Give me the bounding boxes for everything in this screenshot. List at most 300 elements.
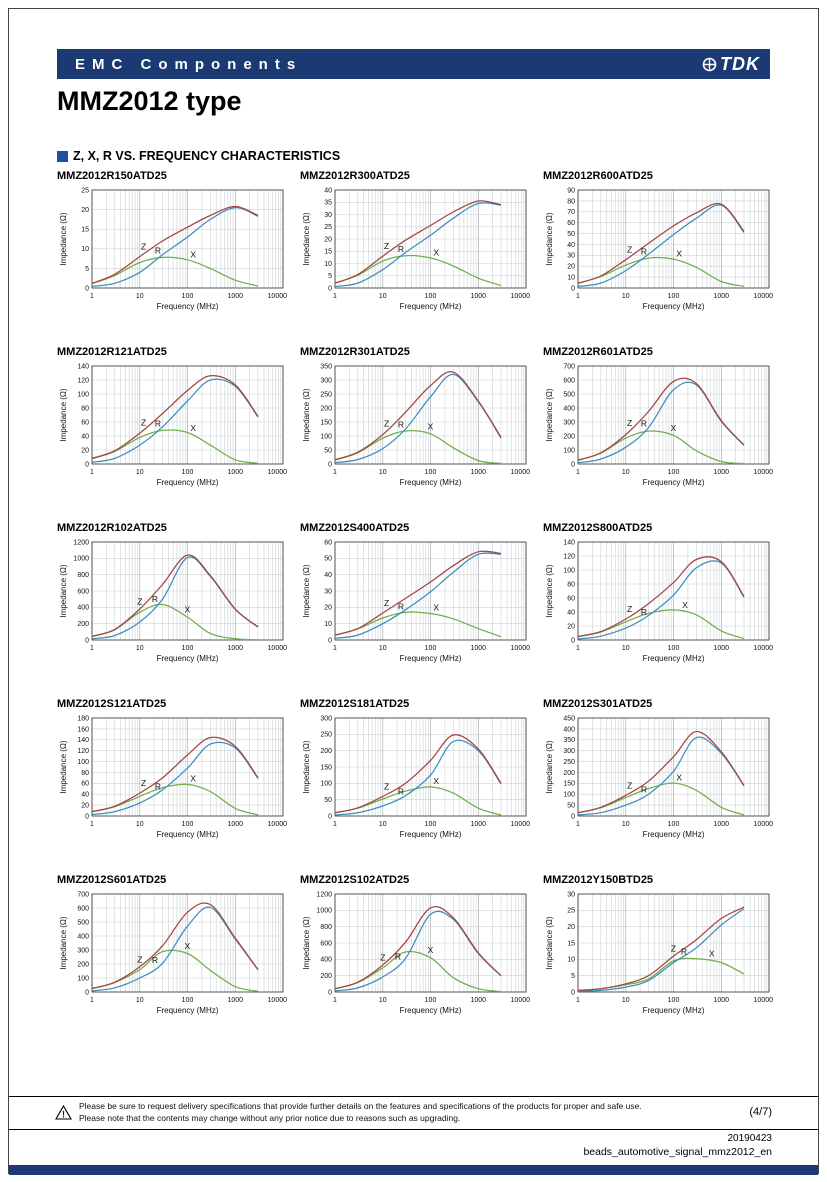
svg-text:1: 1 bbox=[333, 293, 337, 300]
chart-block bbox=[543, 170, 776, 329]
svg-text:Z: Z bbox=[137, 596, 143, 607]
x-axis-label: Frequency (MHz) bbox=[156, 830, 219, 839]
svg-text:100: 100 bbox=[181, 645, 194, 652]
svg-text:300: 300 bbox=[77, 947, 89, 955]
chart-figure bbox=[543, 183, 776, 329]
svg-text:1: 1 bbox=[576, 645, 580, 652]
svg-text:10000: 10000 bbox=[510, 469, 530, 476]
svg-text:600: 600 bbox=[320, 940, 332, 948]
chart-figure bbox=[543, 359, 776, 505]
svg-text:180: 180 bbox=[77, 715, 89, 723]
svg-text:10: 10 bbox=[324, 260, 332, 268]
chart-block bbox=[57, 698, 290, 857]
x-axis-label: Frequency (MHz) bbox=[399, 830, 462, 839]
chart-block bbox=[543, 698, 776, 857]
svg-text:0: 0 bbox=[85, 461, 89, 469]
svg-text:40: 40 bbox=[324, 572, 332, 580]
svg-text:X: X bbox=[190, 773, 197, 784]
svg-text:100: 100 bbox=[181, 293, 194, 300]
chart-title: MMZ2012S400ATD25 bbox=[300, 522, 410, 534]
svg-text:400: 400 bbox=[563, 405, 575, 413]
svg-text:250: 250 bbox=[320, 731, 332, 739]
svg-text:1000: 1000 bbox=[316, 907, 332, 915]
svg-text:10: 10 bbox=[621, 293, 630, 300]
svg-text:120: 120 bbox=[77, 377, 89, 385]
svg-text:0: 0 bbox=[328, 285, 332, 293]
svg-text:200: 200 bbox=[77, 621, 89, 629]
svg-text:140: 140 bbox=[77, 363, 89, 371]
svg-text:500: 500 bbox=[563, 391, 575, 399]
svg-text:R: R bbox=[680, 946, 688, 957]
svg-text:350: 350 bbox=[320, 363, 332, 371]
svg-text:400: 400 bbox=[77, 604, 89, 612]
svg-text:10000: 10000 bbox=[510, 645, 530, 652]
chart-block bbox=[543, 874, 776, 1033]
svg-text:40: 40 bbox=[567, 241, 575, 249]
chart-block bbox=[543, 346, 776, 505]
header-band bbox=[57, 49, 770, 79]
x-axis-label: Frequency (MHz) bbox=[399, 654, 462, 663]
y-axis-label: Impedance (Ω) bbox=[545, 740, 554, 794]
svg-text:200: 200 bbox=[320, 973, 332, 981]
impedance-chart bbox=[300, 183, 532, 324]
svg-text:0: 0 bbox=[85, 285, 89, 293]
x-axis-label: Frequency (MHz) bbox=[156, 302, 219, 311]
svg-text:R: R bbox=[397, 786, 404, 797]
svg-text:20: 20 bbox=[81, 447, 89, 455]
svg-text:1000: 1000 bbox=[227, 821, 244, 828]
svg-text:600: 600 bbox=[77, 588, 89, 596]
svg-text:90: 90 bbox=[567, 187, 575, 195]
svg-text:150: 150 bbox=[320, 764, 332, 772]
impedance-chart bbox=[300, 359, 532, 500]
svg-text:0: 0 bbox=[571, 637, 575, 645]
page-title: MMZ2012 type bbox=[57, 86, 242, 116]
svg-text:0: 0 bbox=[85, 813, 89, 821]
tdk-logo-mark bbox=[702, 57, 717, 72]
svg-text:400: 400 bbox=[77, 933, 89, 941]
svg-text:35: 35 bbox=[324, 199, 332, 207]
svg-text:R: R bbox=[640, 784, 647, 795]
section-heading bbox=[57, 149, 340, 163]
chart-title: MMZ2012S301ATD25 bbox=[543, 698, 653, 710]
svg-text:20: 20 bbox=[567, 263, 575, 271]
impedance-chart bbox=[57, 711, 289, 852]
chart-figure bbox=[300, 183, 533, 329]
impedance-chart bbox=[57, 183, 289, 324]
svg-text:R: R bbox=[397, 244, 404, 255]
impedance-chart bbox=[300, 887, 532, 1028]
svg-text:100: 100 bbox=[77, 759, 89, 766]
svg-text:15: 15 bbox=[81, 226, 89, 234]
svg-text:800: 800 bbox=[320, 924, 332, 932]
chart-block bbox=[300, 522, 533, 681]
svg-text:80: 80 bbox=[567, 581, 575, 589]
svg-text:120: 120 bbox=[77, 748, 89, 756]
svg-text:10000: 10000 bbox=[267, 293, 287, 300]
svg-text:10: 10 bbox=[567, 956, 575, 964]
section-heading-label: Z, X, R VS. FREQUENCY CHARACTERISTICS bbox=[73, 149, 341, 163]
chart-block bbox=[57, 522, 290, 681]
chart-block bbox=[57, 346, 290, 505]
svg-text:10: 10 bbox=[621, 997, 630, 1004]
svg-text:100: 100 bbox=[667, 997, 680, 1004]
svg-text:1000: 1000 bbox=[713, 293, 730, 300]
svg-text:200: 200 bbox=[563, 769, 575, 777]
svg-text:25: 25 bbox=[567, 907, 575, 915]
footer-notice bbox=[79, 1100, 742, 1125]
svg-text:1000: 1000 bbox=[227, 645, 244, 652]
svg-text:700: 700 bbox=[77, 891, 89, 899]
svg-text:100: 100 bbox=[424, 293, 437, 300]
y-axis-label: Impedance (Ω) bbox=[302, 212, 311, 266]
svg-text:10: 10 bbox=[378, 469, 387, 476]
svg-text:1: 1 bbox=[90, 997, 94, 1004]
svg-text:300: 300 bbox=[563, 419, 575, 427]
impedance-chart bbox=[57, 535, 289, 676]
svg-text:10000: 10000 bbox=[510, 821, 530, 828]
svg-text:10: 10 bbox=[378, 821, 387, 828]
svg-text:X: X bbox=[184, 941, 191, 951]
svg-text:1: 1 bbox=[90, 293, 94, 300]
svg-text:300: 300 bbox=[320, 377, 332, 385]
x-axis-label: Frequency (MHz) bbox=[642, 478, 705, 487]
footer-notice-line1: Please be sure to request delivery specifications that provide further details on the features and specifications of the products for proper and safe use. bbox=[79, 1101, 642, 1111]
svg-text:R: R bbox=[640, 606, 647, 617]
svg-text:Z: Z bbox=[140, 241, 147, 252]
impedance-chart bbox=[543, 887, 775, 1028]
chart-title: MMZ2012R300ATD25 bbox=[300, 170, 410, 182]
svg-text:400: 400 bbox=[320, 956, 332, 964]
svg-text:10000: 10000 bbox=[267, 469, 287, 476]
svg-text:1: 1 bbox=[90, 645, 94, 652]
warning-icon bbox=[55, 1105, 72, 1120]
chart-figure bbox=[57, 359, 290, 505]
svg-text:300: 300 bbox=[320, 715, 332, 723]
svg-text:R: R bbox=[154, 418, 161, 429]
svg-text:10: 10 bbox=[378, 293, 387, 300]
svg-text:40: 40 bbox=[567, 609, 575, 617]
svg-text:R: R bbox=[151, 954, 159, 965]
svg-text:25: 25 bbox=[324, 224, 332, 232]
svg-text:600: 600 bbox=[563, 377, 575, 385]
svg-text:100: 100 bbox=[563, 567, 575, 575]
y-axis-label: Impedance (Ω) bbox=[302, 564, 311, 618]
x-axis-label: Frequency (MHz) bbox=[399, 1006, 462, 1015]
svg-text:1: 1 bbox=[90, 821, 94, 828]
svg-text:1000: 1000 bbox=[470, 997, 487, 1004]
svg-text:1000: 1000 bbox=[713, 645, 730, 652]
y-axis-label: Impedance (Ω) bbox=[545, 212, 554, 266]
svg-text:10000: 10000 bbox=[753, 997, 773, 1004]
svg-text:30: 30 bbox=[567, 252, 575, 260]
chart-title: MMZ2012S601ATD25 bbox=[57, 874, 167, 886]
svg-text:100: 100 bbox=[320, 780, 332, 788]
chart-figure bbox=[300, 359, 533, 505]
y-axis-label: Impedance (Ω) bbox=[59, 564, 68, 618]
svg-text:10: 10 bbox=[135, 293, 144, 300]
svg-text:120: 120 bbox=[563, 553, 575, 561]
chart-title: MMZ2012S800ATD25 bbox=[543, 522, 653, 534]
svg-text:0: 0 bbox=[328, 461, 332, 469]
svg-text:100: 100 bbox=[424, 821, 437, 828]
svg-text:100: 100 bbox=[667, 293, 680, 300]
svg-text:160: 160 bbox=[77, 726, 89, 734]
svg-text:100: 100 bbox=[563, 791, 575, 799]
svg-text:1: 1 bbox=[333, 997, 337, 1004]
svg-text:10: 10 bbox=[324, 621, 332, 629]
svg-text:800: 800 bbox=[77, 572, 89, 580]
svg-text:1000: 1000 bbox=[470, 293, 487, 300]
svg-text:20: 20 bbox=[81, 207, 89, 214]
chart-title: MMZ2012R601ATD25 bbox=[543, 346, 653, 358]
svg-text:10: 10 bbox=[378, 997, 387, 1004]
svg-text:R: R bbox=[154, 781, 161, 792]
svg-text:15: 15 bbox=[567, 940, 575, 948]
svg-text:100: 100 bbox=[320, 433, 332, 441]
svg-text:10000: 10000 bbox=[753, 645, 773, 652]
svg-text:100: 100 bbox=[181, 821, 194, 828]
svg-text:10: 10 bbox=[135, 469, 144, 476]
svg-text:100: 100 bbox=[667, 821, 680, 828]
svg-text:1000: 1000 bbox=[227, 469, 244, 476]
svg-text:1: 1 bbox=[333, 821, 337, 828]
svg-text:40: 40 bbox=[81, 433, 89, 441]
svg-text:0: 0 bbox=[571, 461, 575, 469]
x-axis-label: Frequency (MHz) bbox=[399, 302, 462, 311]
chart-figure bbox=[57, 183, 290, 329]
x-axis-label: Frequency (MHz) bbox=[642, 1006, 705, 1015]
svg-text:150: 150 bbox=[320, 419, 332, 427]
svg-text:20: 20 bbox=[81, 802, 89, 810]
svg-text:500: 500 bbox=[77, 919, 89, 927]
svg-text:1000: 1000 bbox=[470, 645, 487, 652]
svg-text:1200: 1200 bbox=[73, 539, 89, 547]
svg-text:100: 100 bbox=[77, 391, 89, 399]
svg-text:X: X bbox=[190, 249, 197, 260]
chart-figure bbox=[300, 535, 533, 681]
chart-figure bbox=[543, 711, 776, 857]
svg-text:10000: 10000 bbox=[753, 469, 773, 476]
svg-text:0: 0 bbox=[328, 989, 332, 997]
svg-text:100: 100 bbox=[181, 469, 194, 476]
chart-block bbox=[300, 874, 533, 1033]
svg-text:200: 200 bbox=[320, 748, 332, 756]
svg-text:5: 5 bbox=[85, 265, 89, 273]
svg-text:X: X bbox=[676, 772, 683, 783]
svg-text:Z: Z bbox=[383, 598, 390, 609]
svg-text:1: 1 bbox=[333, 645, 337, 652]
svg-text:R: R bbox=[151, 594, 159, 605]
svg-text:!: ! bbox=[62, 1109, 65, 1120]
impedance-chart bbox=[300, 711, 532, 852]
svg-text:200: 200 bbox=[320, 405, 332, 413]
svg-text:R: R bbox=[397, 601, 404, 612]
svg-text:60: 60 bbox=[81, 780, 89, 788]
impedance-chart bbox=[57, 887, 289, 1028]
svg-text:X: X bbox=[433, 776, 440, 786]
svg-text:Z: Z bbox=[626, 603, 633, 614]
chart-figure bbox=[57, 887, 290, 1033]
svg-text:0: 0 bbox=[571, 285, 575, 293]
svg-text:10000: 10000 bbox=[753, 293, 773, 300]
svg-text:1: 1 bbox=[90, 469, 94, 476]
svg-text:R: R bbox=[640, 418, 647, 429]
chart-title: MMZ2012R102ATD25 bbox=[57, 522, 167, 534]
svg-text:1000: 1000 bbox=[227, 293, 244, 300]
x-axis-label: Frequency (MHz) bbox=[642, 302, 705, 311]
svg-text:Z: Z bbox=[383, 781, 390, 792]
svg-text:Z: Z bbox=[137, 954, 143, 965]
svg-text:60: 60 bbox=[81, 419, 89, 427]
svg-text:100: 100 bbox=[424, 469, 437, 476]
chart-figure bbox=[57, 535, 290, 681]
doc-id: beads_automotive_signal_mmz2012_en bbox=[583, 1145, 772, 1158]
svg-text:1200: 1200 bbox=[316, 891, 332, 899]
svg-text:10000: 10000 bbox=[267, 821, 287, 828]
x-axis-label: Frequency (MHz) bbox=[642, 830, 705, 839]
y-axis-label: Impedance (Ω) bbox=[59, 212, 68, 266]
impedance-chart bbox=[543, 183, 775, 324]
emc-components-label: EMC Components bbox=[75, 55, 303, 73]
svg-text:400: 400 bbox=[563, 726, 575, 734]
svg-text:10000: 10000 bbox=[510, 997, 530, 1004]
svg-text:X: X bbox=[190, 423, 197, 434]
svg-text:80: 80 bbox=[81, 769, 89, 777]
svg-text:1: 1 bbox=[576, 997, 580, 1004]
svg-text:50: 50 bbox=[324, 555, 332, 563]
svg-text:50: 50 bbox=[324, 797, 332, 805]
svg-text:10000: 10000 bbox=[267, 997, 287, 1004]
svg-text:0: 0 bbox=[571, 989, 575, 997]
chart-figure bbox=[300, 887, 533, 1033]
svg-text:70: 70 bbox=[567, 209, 575, 217]
chart-block bbox=[57, 170, 290, 329]
svg-text:0: 0 bbox=[328, 813, 332, 821]
svg-text:80: 80 bbox=[567, 198, 575, 206]
y-axis-label: Impedance (Ω) bbox=[302, 916, 311, 970]
svg-text:350: 350 bbox=[563, 737, 575, 745]
svg-text:15: 15 bbox=[324, 248, 332, 256]
impedance-chart bbox=[300, 535, 532, 676]
svg-text:100: 100 bbox=[667, 469, 680, 476]
chart-block bbox=[57, 874, 290, 1033]
svg-text:10: 10 bbox=[621, 821, 630, 828]
svg-text:Z: Z bbox=[626, 780, 633, 791]
x-axis-label: Frequency (MHz) bbox=[642, 654, 705, 663]
bottom-bar bbox=[9, 1165, 818, 1175]
svg-text:20: 20 bbox=[567, 924, 575, 932]
svg-text:X: X bbox=[184, 604, 191, 615]
svg-text:X: X bbox=[433, 247, 440, 258]
chart-block bbox=[300, 346, 533, 505]
impedance-chart bbox=[543, 535, 775, 676]
chart-figure bbox=[543, 535, 776, 681]
svg-text:X: X bbox=[670, 422, 677, 433]
svg-text:40: 40 bbox=[81, 791, 89, 799]
svg-text:50: 50 bbox=[567, 802, 575, 810]
chart-title: MMZ2012R301ATD25 bbox=[300, 346, 410, 358]
section-bullet-icon bbox=[57, 151, 68, 162]
svg-text:R: R bbox=[154, 245, 161, 256]
svg-text:700: 700 bbox=[563, 363, 575, 371]
impedance-chart bbox=[543, 711, 775, 852]
svg-text:R: R bbox=[394, 951, 402, 962]
svg-text:10: 10 bbox=[81, 246, 89, 254]
svg-text:450: 450 bbox=[563, 715, 575, 723]
chart-block bbox=[300, 170, 533, 329]
svg-text:60: 60 bbox=[567, 595, 575, 603]
svg-text:80: 80 bbox=[81, 405, 89, 413]
svg-text:10: 10 bbox=[567, 274, 575, 282]
svg-text:0: 0 bbox=[85, 637, 89, 645]
svg-text:5: 5 bbox=[328, 273, 332, 281]
svg-text:Z: Z bbox=[626, 244, 633, 255]
svg-text:200: 200 bbox=[563, 433, 575, 441]
svg-text:10: 10 bbox=[135, 645, 144, 652]
svg-text:250: 250 bbox=[320, 391, 332, 399]
chart-block bbox=[543, 522, 776, 681]
svg-text:30: 30 bbox=[324, 588, 332, 596]
svg-text:10000: 10000 bbox=[267, 645, 287, 652]
svg-text:X: X bbox=[433, 602, 440, 613]
svg-text:1000: 1000 bbox=[713, 997, 730, 1004]
svg-text:100: 100 bbox=[77, 975, 89, 983]
impedance-chart bbox=[57, 359, 289, 500]
page-number: (4/7) bbox=[749, 1106, 772, 1119]
svg-text:5: 5 bbox=[571, 973, 575, 981]
charts-grid bbox=[57, 170, 771, 1033]
chart-title: MMZ2012R150ATD25 bbox=[57, 170, 167, 182]
svg-text:1: 1 bbox=[576, 293, 580, 300]
chart-figure bbox=[57, 711, 290, 857]
footer-notice-row bbox=[9, 1096, 818, 1130]
svg-text:Z: Z bbox=[380, 952, 386, 963]
tdk-logo-text: TDK bbox=[720, 53, 760, 74]
svg-text:1: 1 bbox=[333, 469, 337, 476]
svg-text:60: 60 bbox=[324, 539, 332, 547]
chart-title: MMZ2012S181ATD25 bbox=[300, 698, 410, 710]
svg-text:1000: 1000 bbox=[713, 821, 730, 828]
chart-figure bbox=[300, 711, 533, 857]
chart-block bbox=[300, 698, 533, 857]
svg-text:0: 0 bbox=[571, 813, 575, 821]
svg-text:10000: 10000 bbox=[510, 293, 530, 300]
svg-text:20: 20 bbox=[567, 623, 575, 631]
svg-text:10000: 10000 bbox=[753, 821, 773, 828]
x-axis-label: Frequency (MHz) bbox=[156, 1006, 219, 1015]
svg-text:0: 0 bbox=[85, 989, 89, 997]
chart-figure bbox=[543, 887, 776, 1033]
svg-text:140: 140 bbox=[77, 737, 89, 745]
svg-text:20: 20 bbox=[324, 236, 332, 244]
svg-text:X: X bbox=[708, 948, 715, 959]
y-axis-label: Impedance (Ω) bbox=[302, 740, 311, 794]
svg-text:Z: Z bbox=[140, 417, 147, 428]
svg-text:40: 40 bbox=[324, 187, 332, 195]
chart-title: MMZ2012S121ATD25 bbox=[57, 698, 167, 710]
svg-text:50: 50 bbox=[567, 231, 575, 238]
svg-text:Z: Z bbox=[140, 778, 147, 789]
svg-text:100: 100 bbox=[667, 645, 680, 652]
svg-text:X: X bbox=[682, 599, 688, 610]
doc-date: 20190423 bbox=[727, 1132, 772, 1144]
svg-text:100: 100 bbox=[424, 645, 437, 652]
y-axis-label: Impedance (Ω) bbox=[59, 740, 68, 794]
svg-text:140: 140 bbox=[563, 539, 575, 547]
footer-notice-line2: Please note that the contents may change without any prior notice due to reasons such as upgrading. bbox=[79, 1113, 461, 1124]
svg-text:Z: Z bbox=[626, 418, 633, 429]
